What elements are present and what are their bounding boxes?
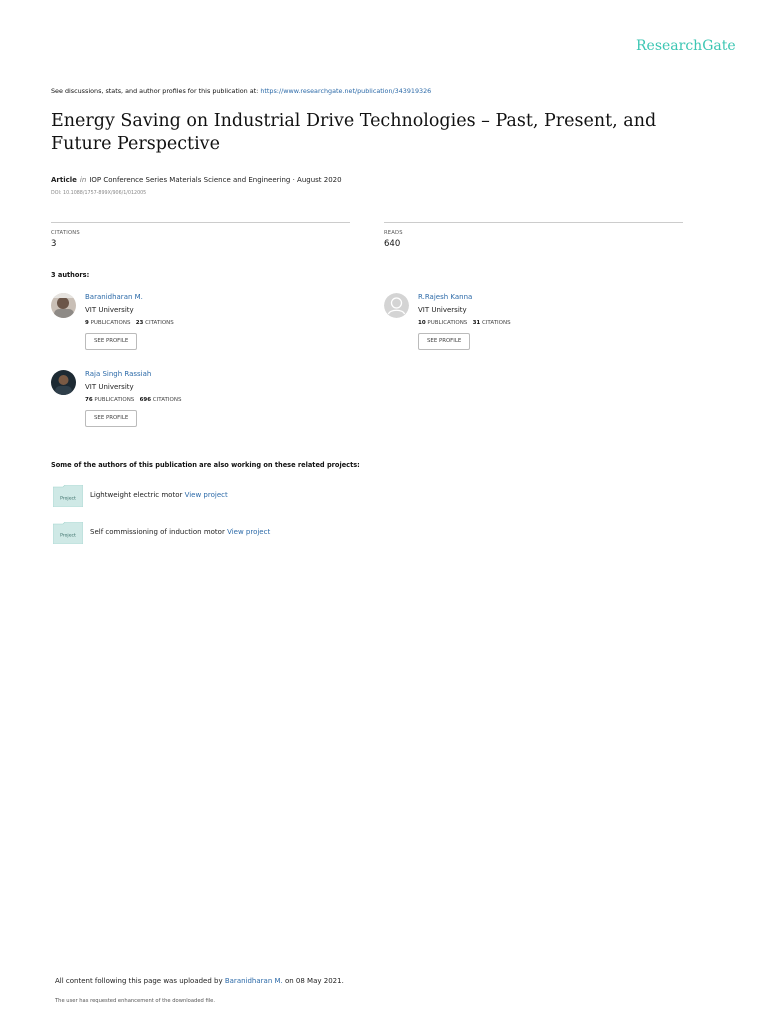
- author-institution: VIT University: [85, 383, 134, 391]
- project-line: [90, 528, 270, 536]
- upload-footer: [55, 977, 344, 985]
- publications-count: 9: [85, 320, 89, 326]
- citations-label: CITATIONS: [145, 320, 174, 326]
- publications-count: 76: [85, 397, 93, 403]
- view-project-link[interactable]: View project: [184, 491, 228, 499]
- publications-label: PUBLICATIONS: [427, 320, 468, 326]
- publications-count: 10: [418, 320, 426, 326]
- author-stats: [85, 320, 174, 326]
- publication-url-link[interactable]: https://www.researchgate.net/publication/343919326: [260, 87, 432, 95]
- see-profile-button[interactable]: SEE PROFILE: [85, 333, 137, 350]
- in-label: in: [79, 176, 87, 184]
- avatar[interactable]: [51, 370, 76, 395]
- author-name-link[interactable]: Raja Singh Rassiah: [85, 370, 152, 378]
- reads-label: READS: [384, 230, 403, 236]
- citations-count: 696: [139, 397, 152, 403]
- author-name-link[interactable]: Baranidharan M.: [85, 293, 143, 301]
- reads-value: 640: [384, 239, 401, 249]
- publications-label: PUBLICATIONS: [94, 397, 135, 403]
- project-line: [90, 491, 228, 499]
- enhancement-note: The user has requested enhancement of the downloaded file.: [55, 998, 216, 1004]
- citations-label: CITATIONS: [152, 397, 182, 403]
- discussion-text: See discussions, stats, and author profiles for this publication at:: [51, 87, 261, 95]
- author-name-link[interactable]: R.Rajesh Kanna: [418, 293, 473, 301]
- related-projects-heading: Some of the authors of this publication are also working on these related projects:: [51, 461, 360, 469]
- citations-count: 31: [472, 320, 481, 326]
- author-photo-icon: [51, 293, 76, 318]
- project-item: [53, 485, 313, 507]
- authors-heading: 3 authors:: [51, 271, 90, 279]
- article-meta: [51, 176, 342, 184]
- citations-value: 3: [51, 239, 57, 249]
- project-item: [53, 522, 353, 544]
- doi: DOI: 10.1088/1757-899X/906/1/012005: [51, 191, 147, 196]
- author-stats: [418, 320, 511, 326]
- project-folder-label: Project: [60, 496, 76, 502]
- user-placeholder-icon: [384, 293, 409, 318]
- author-card: [51, 293, 311, 363]
- citations-count: 23: [135, 320, 144, 326]
- project-folder-label: Project: [60, 533, 76, 539]
- author-institution: VIT University: [85, 306, 134, 314]
- citations-label: CITATIONS: [481, 320, 511, 326]
- author-institution: VIT University: [418, 306, 467, 314]
- see-profile-button[interactable]: SEE PROFILE: [418, 333, 470, 350]
- venue: IOP Conference Series Materials Science and Engineering · August 2020: [89, 176, 342, 184]
- divider-reads: [384, 222, 683, 223]
- article-type: Article: [51, 176, 77, 184]
- discussion-line: [51, 87, 431, 95]
- see-profile-button[interactable]: SEE PROFILE: [85, 410, 137, 427]
- project-folder-icon: [53, 522, 83, 544]
- footer-suffix: on 08 May 2021.: [282, 977, 344, 985]
- avatar[interactable]: [51, 293, 76, 318]
- researchgate-logo[interactable]: ResearchGate: [636, 38, 736, 54]
- uploader-link[interactable]: Baranidharan M.: [224, 977, 283, 985]
- author-stats: [85, 397, 181, 403]
- avatar[interactable]: [384, 293, 409, 318]
- project-folder-icon: [53, 485, 83, 507]
- author-card: [384, 293, 644, 363]
- publications-label: PUBLICATIONS: [90, 320, 131, 326]
- project-name: Self commissioning of induction motor: [90, 528, 225, 536]
- project-name: Lightweight electric motor: [90, 491, 183, 499]
- citations-label: CITATIONS: [51, 230, 80, 236]
- author-photo-icon: [51, 370, 76, 395]
- view-project-link[interactable]: View project: [227, 528, 271, 536]
- divider-citations: [51, 222, 350, 223]
- page-title: Energy Saving on Industrial Drive Technologies – Past, Present, and Future Perspective: [51, 111, 657, 154]
- footer-prefix: All content following this page was uploaded by: [55, 977, 225, 985]
- author-card: [51, 370, 311, 440]
